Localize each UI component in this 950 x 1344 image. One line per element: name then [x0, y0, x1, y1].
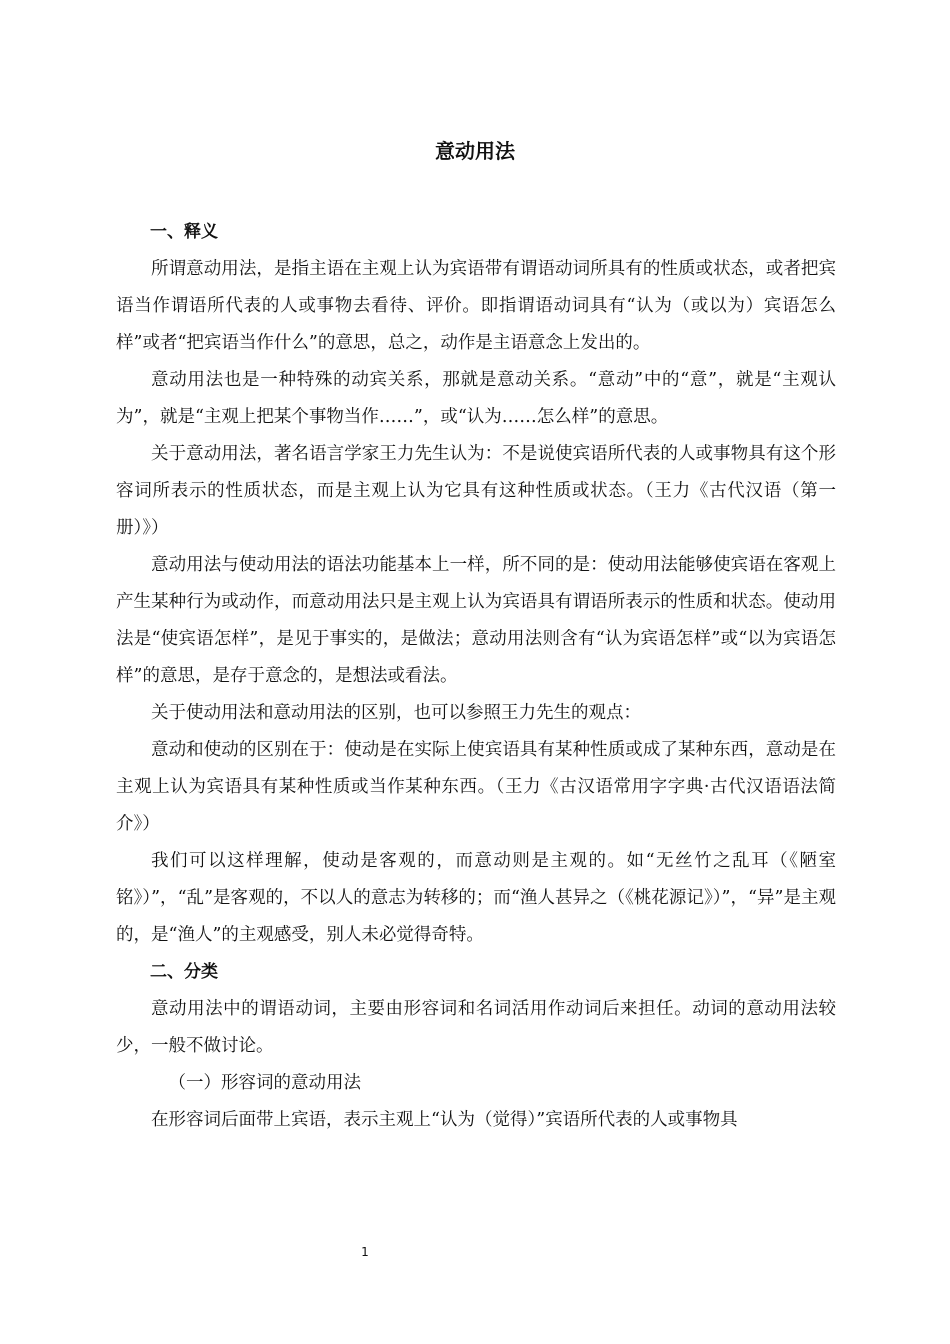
page-title: 意动用法	[435, 139, 515, 163]
paragraph: 我们可以这样理解，使动是客观的，而意动则是主观的。如“无丝竹之乱耳（《陋室铭》）”，“乱”是客观的，不以人的意志为转移的；而“渔人甚异之（《桃花源记》）”，“异”是主观的，是“渔人”的主观感受，别人未必觉得奇特。	[116, 851, 836, 945]
paragraph: 关于意动用法，著名语言学家王力先生认为：不是说使宾语所代表的人或事物具有这个形容词所表示的性质状态，而是主观上认为它具有这种性质或状态。（王力《古代汉语（第一册）》）	[116, 444, 836, 538]
paragraph: 关于使动用法和意动用法的区别，也可以参照王力先生的观点：	[151, 703, 641, 723]
paragraph: 所谓意动用法，是指主语在主观上认为宾语带有谓语动词所具有的性质或状态，或者把宾语当作谓语所代表的人或事物去看待、评价。即指谓语动词具有“认为（或以为）宾语怎么样”或者“把宾语当作什么”的意思，总之，动作是主语意念上发出的。	[116, 259, 836, 353]
section-heading-classification: 二、分类	[150, 962, 218, 982]
paragraph: 意动和使动的区别在于：使动是在实际上使宾语具有某种性质或成了某种东西，意动是在主观上认为宾语具有某种性质或当作某种东西。（王力《古汉语常用字字典·古代汉语语法简介》）	[116, 740, 836, 834]
document-body	[116, 214, 836, 1139]
paragraph: 意动用法与使动用法的语法功能基本上一样，所不同的是：使动用法能够使宾语在客观上产生某种行为或动作，而意动用法只是主观上认为宾语具有谓语所表示的性质和状态。使动用法是“使宾语怎样”，是见于事实的，是做法；意动用法则含有“认为宾语怎样”或“以为宾语怎样”的意思，是存于意念的，是想法或看法。	[116, 555, 836, 686]
paragraph: 在形容词后面带上宾语，表示主观上“认为（觉得）”宾语所代表的人或事物具	[151, 1110, 738, 1130]
subsection-heading-adjective: （一）形容词的意动用法	[168, 1073, 361, 1093]
paragraph: 意动用法中的谓语动词，主要由形容词和名词活用作动词后来担任。动词的意动用法较少，一般不做讨论。	[116, 999, 836, 1056]
section-heading-definition: 一、释义	[150, 222, 218, 242]
paragraph: 意动用法也是一种特殊的动宾关系，那就是意动关系。“意动”中的“意”，就是“主观认为”，就是“主观上把某个事物当作……”，或“认为……怎么样”的意思。	[116, 370, 836, 427]
page-number: 1	[361, 1245, 369, 1259]
